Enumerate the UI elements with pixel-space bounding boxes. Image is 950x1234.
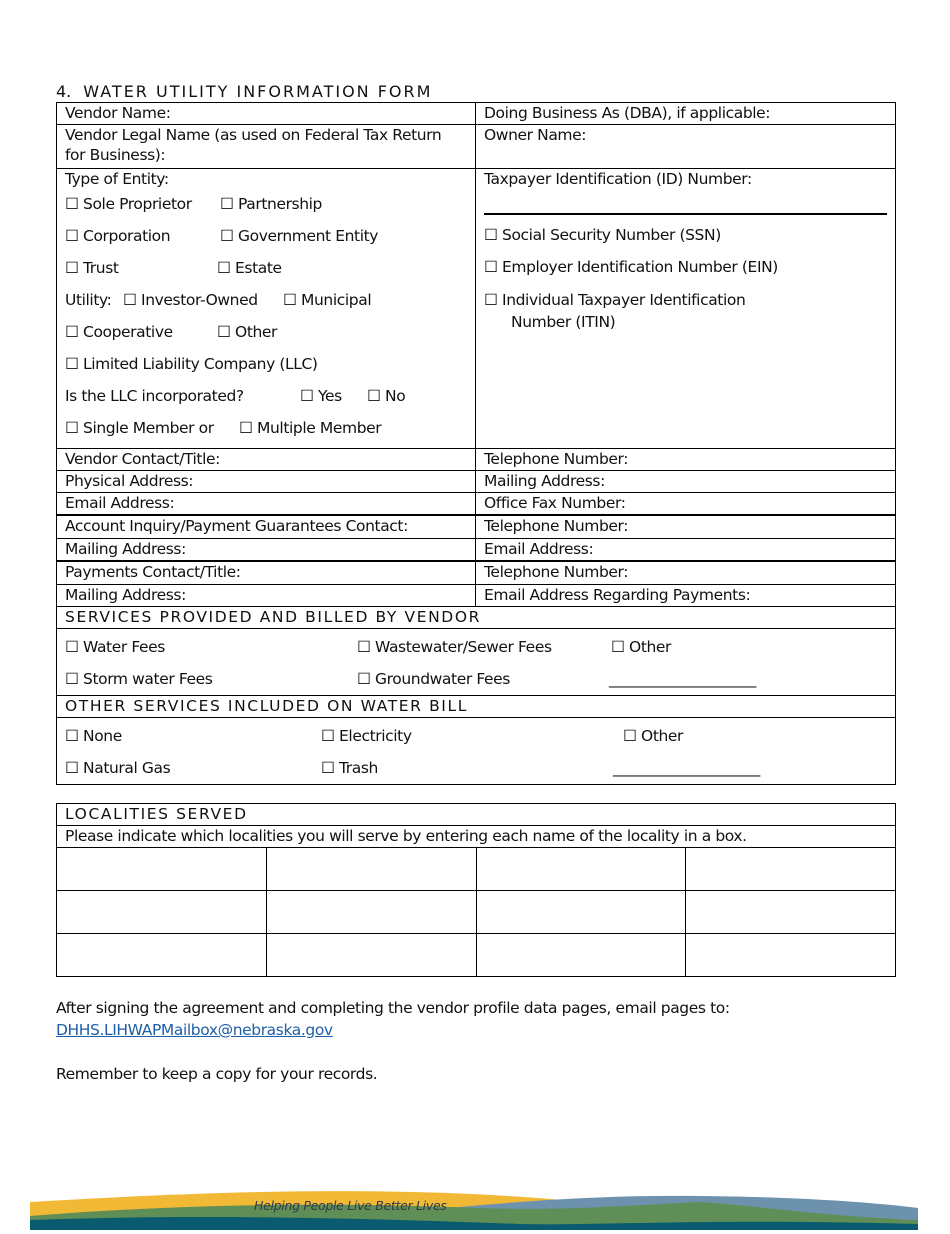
groundwater-fees-checkbox[interactable]: ☐ Groundwater Fees (357, 670, 510, 688)
other-bill-service-blank[interactable]: ___________________ (613, 759, 761, 777)
vendor-info-table (56, 102, 896, 785)
form-title-text: WATER UTILITY INFORMATION FORM (83, 82, 433, 101)
form-title (56, 82, 432, 101)
payments-email-field[interactable]: Email Address Regarding Payments: (476, 585, 896, 607)
trash-checkbox[interactable]: ☐ Trash (321, 759, 378, 777)
electricity-checkbox[interactable]: ☐ Electricity (321, 727, 412, 745)
locality-box[interactable] (477, 891, 686, 934)
locality-box[interactable] (267, 934, 477, 977)
after-signing-note: After signing the agreement and completing the vendor profile data pages, email pages to: (56, 999, 730, 1017)
single-member-checkbox[interactable]: ☐ Single Member or (65, 419, 214, 437)
entity-type-section (57, 169, 476, 449)
other-services-header: OTHER SERVICES INCLUDED ON WATER BILL (57, 696, 896, 718)
locality-box[interactable] (477, 934, 686, 977)
mailing-address-field-1[interactable]: Mailing Address: (476, 471, 896, 493)
partnership-checkbox[interactable]: ☐ Partnership (220, 195, 322, 213)
other-service-checkbox[interactable]: ☐ Other (611, 638, 672, 656)
llc-yes-checkbox[interactable]: ☐ Yes (300, 387, 342, 405)
footer-wave-graphic (0, 1180, 950, 1230)
government-entity-checkbox[interactable]: ☐ Government Entity (220, 227, 379, 245)
ein-checkbox[interactable]: ☐ Employer Identification Number (EIN) (484, 258, 778, 276)
email-field-1[interactable]: Email Address: (57, 493, 476, 515)
payments-contact-field[interactable]: Payments Contact/Title: (57, 561, 476, 585)
ssn-checkbox[interactable]: ☐ Social Security Number (SSN) (484, 226, 721, 244)
localities-header: LOCALITIES SERVED (57, 804, 896, 826)
locality-box[interactable] (686, 848, 896, 891)
services-header: SERVICES PROVIDED AND BILLED BY VENDOR (57, 607, 896, 629)
tin-section (476, 169, 896, 449)
locality-box[interactable] (686, 934, 896, 977)
tin-input-line[interactable] (484, 203, 887, 215)
natural-gas-checkbox[interactable]: ☐ Natural Gas (65, 759, 171, 777)
locality-box[interactable] (267, 891, 477, 934)
localities-instruction: Please indicate which localities you will serve by entering each name of the locality in a box. (57, 826, 896, 848)
telephone-field-2[interactable]: Telephone Number: (476, 515, 896, 539)
wastewater-fees-checkbox[interactable]: ☐ Wastewater/Sewer Fees (357, 638, 552, 656)
other-services-options (57, 718, 896, 785)
other-bill-service-checkbox[interactable]: ☐ Other (623, 727, 684, 745)
mailing-address-field-3[interactable]: Mailing Address: (57, 585, 476, 607)
locality-box[interactable] (57, 934, 267, 977)
email-field-2[interactable]: Email Address: (476, 539, 896, 561)
llc-checkbox[interactable]: ☐ Limited Liability Company (LLC) (65, 355, 318, 373)
locality-box[interactable] (686, 891, 896, 934)
email-link[interactable]: DHHS.LIHWAPMailbox@nebraska.gov (56, 1021, 333, 1039)
remember-note: Remember to keep a copy for your records. (56, 1065, 378, 1083)
locality-box[interactable] (267, 848, 477, 891)
mailing-address-field-2[interactable]: Mailing Address: (57, 539, 476, 561)
locality-box[interactable] (57, 891, 267, 934)
footer-banner (0, 1180, 950, 1230)
cooperative-checkbox[interactable]: ☐ Cooperative (65, 323, 173, 341)
locality-box[interactable] (477, 848, 686, 891)
itin-checkbox[interactable]: ☐ Individual Taxpayer Identification Number (ITIN) (484, 291, 746, 331)
multiple-member-checkbox[interactable]: ☐ Multiple Member (239, 419, 382, 437)
utility-label: Utility: (65, 291, 112, 309)
services-options (57, 629, 896, 696)
tin-label: Taxpayer Identification (ID) Number: (484, 170, 752, 188)
trust-checkbox[interactable]: ☐ Trust (65, 259, 119, 277)
footer-tagline: Helping People Live Better Lives (254, 1198, 447, 1213)
corporation-checkbox[interactable]: ☐ Corporation (65, 227, 171, 245)
llc-incorporated-label: Is the LLC incorporated? (65, 387, 244, 405)
localities-table (56, 803, 896, 977)
other-service-blank[interactable]: ___________________ (609, 670, 757, 688)
none-checkbox[interactable]: ☐ None (65, 727, 122, 745)
inquiry-contact-field[interactable]: Account Inquiry/Payment Guarantees Contact: (57, 515, 476, 539)
owner-name-field[interactable]: Owner Name: (476, 125, 896, 169)
locality-box[interactable] (57, 848, 267, 891)
municipal-checkbox[interactable]: ☐ Municipal (283, 291, 372, 309)
entity-type-label: Type of Entity: (65, 170, 169, 188)
office-fax-field[interactable]: Office Fax Number: (476, 493, 896, 515)
telephone-field-1[interactable]: Telephone Number: (476, 449, 896, 471)
llc-no-checkbox[interactable]: ☐ No (367, 387, 406, 405)
telephone-field-3[interactable]: Telephone Number: (476, 561, 896, 585)
estate-checkbox[interactable]: ☐ Estate (217, 259, 282, 277)
sole-proprietor-checkbox[interactable]: ☐ Sole Proprietor (65, 195, 192, 213)
physical-address-field[interactable]: Physical Address: (57, 471, 476, 493)
storm-water-fees-checkbox[interactable]: ☐ Storm water Fees (65, 670, 213, 688)
legal-name-field[interactable]: Vendor Legal Name (as used on Federal Tax Return for Business): (57, 125, 476, 169)
other-entity-checkbox[interactable]: ☐ Other (217, 323, 278, 341)
investor-owned-checkbox[interactable]: ☐ Investor-Owned (123, 291, 258, 309)
vendor-name-field[interactable]: Vendor Name: (57, 103, 476, 125)
dba-field[interactable]: Doing Business As (DBA), if applicable: (476, 103, 896, 125)
water-fees-checkbox[interactable]: ☐ Water Fees (65, 638, 165, 656)
vendor-contact-field[interactable]: Vendor Contact/Title: (57, 449, 476, 471)
form-number: 4. (56, 82, 72, 101)
